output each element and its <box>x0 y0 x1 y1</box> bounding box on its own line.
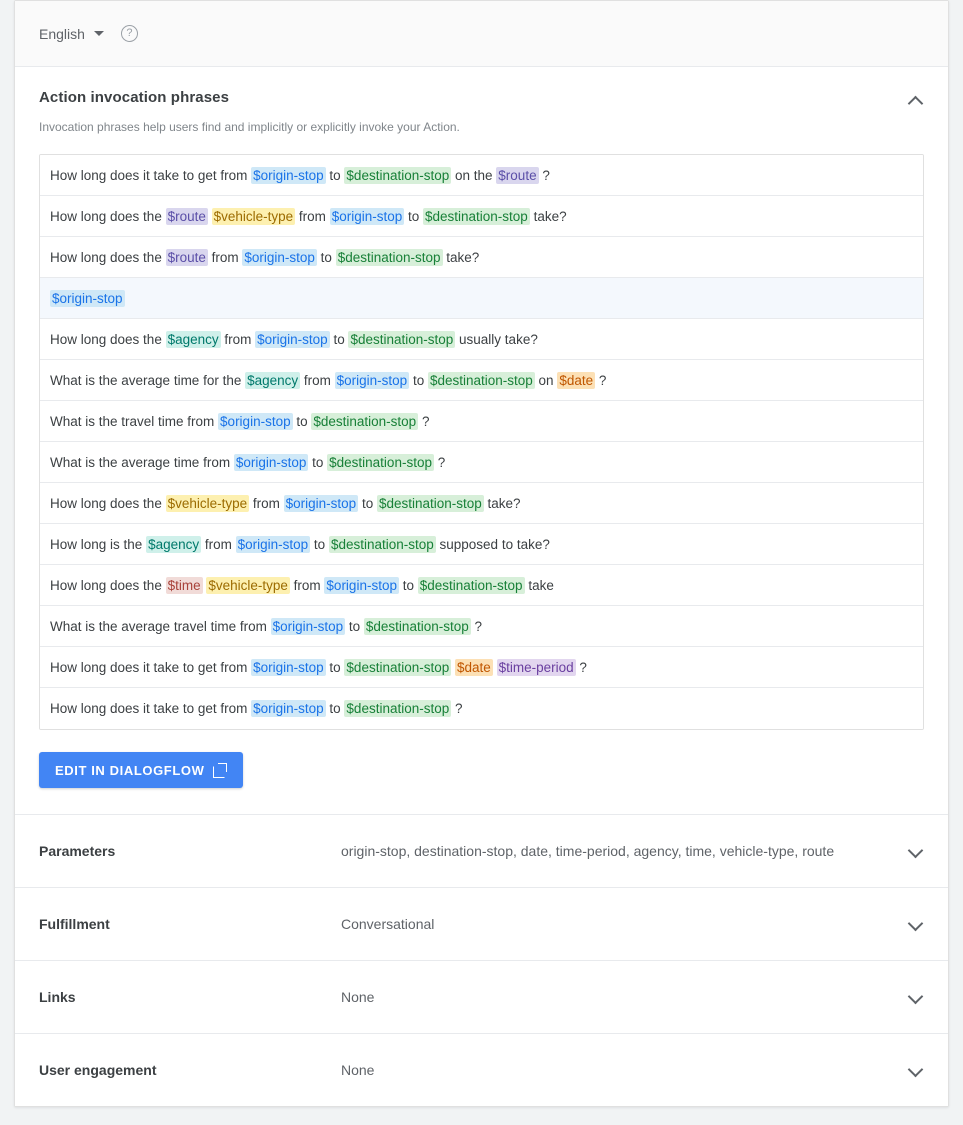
chevron-down-icon[interactable] <box>908 916 924 932</box>
phrase-text: What is the travel time from <box>50 413 219 429</box>
entity-token: $destination-stop <box>346 659 450 675</box>
collapsed-section-row[interactable] <box>15 1033 948 1106</box>
phrase-text: How long does it take to get from <box>50 701 252 716</box>
entity-token: $destination-stop <box>313 413 417 429</box>
phrase-text: from <box>289 577 325 593</box>
invocation-phrase-row[interactable] <box>40 442 923 483</box>
entity-token: $destination-stop <box>429 372 533 388</box>
phrase-text: on <box>534 372 558 388</box>
collapsed-sections <box>15 814 948 1106</box>
phrase-text: ? <box>418 413 430 429</box>
help-circle-icon[interactable]: ? <box>121 25 138 42</box>
entity-token: $route <box>167 249 206 265</box>
collapsed-section-label: Fulfillment <box>39 916 110 932</box>
entity-token: $destination-stop <box>419 577 523 593</box>
entity-token: $origin-stop <box>336 372 408 388</box>
entity-token: $destination-stop <box>425 208 528 224</box>
collapsed-section-label: Links <box>39 989 76 1005</box>
entity-token: $origin-stop <box>253 701 324 716</box>
phrase-text: take? <box>483 495 521 511</box>
collapsed-section-value: None <box>341 1062 375 1078</box>
collapsed-section-value: origin-stop, destination-stop, date, time-period, agency, time, vehicle-type, route <box>341 843 835 859</box>
collapsed-section-row[interactable] <box>15 960 948 1033</box>
phrase-text: from <box>295 208 330 224</box>
collapsed-section-value: Conversational <box>341 916 435 932</box>
phrase-text: take? <box>442 249 480 265</box>
phrase-text: to <box>325 167 345 183</box>
phrase-text: How long does it take to get from <box>50 659 252 675</box>
phrase-text: from <box>207 249 243 265</box>
phrase-text: How long does the <box>50 249 166 265</box>
entity-token: $origin-stop <box>237 536 309 552</box>
entity-token: $origin-stop <box>253 659 324 675</box>
language-bar <box>15 1 948 67</box>
entity-token: $origin-stop <box>326 577 397 593</box>
entity-token: $date <box>559 372 594 388</box>
collapsed-section-label: Parameters <box>39 843 116 859</box>
phrase-text: How long does it take to get from <box>50 167 252 183</box>
phrase-text: to <box>325 659 345 675</box>
phrase-text: on the <box>451 167 497 183</box>
language-label: English <box>39 25 85 42</box>
invocation-phrase-row[interactable] <box>40 278 923 319</box>
phrase-text: What is the average time from <box>50 454 234 470</box>
phrase-text: What is the average time for the <box>50 372 246 388</box>
invocation-phrase-row[interactable] <box>40 319 923 360</box>
entity-token: $destination-stop <box>330 536 434 552</box>
phrase-text: ? <box>451 701 463 716</box>
phrase-text: ? <box>470 618 482 634</box>
invocation-phrase-row[interactable] <box>40 360 923 401</box>
collapsed-section-value: None <box>341 989 375 1005</box>
collapsed-section-row[interactable] <box>15 887 948 960</box>
collapsed-section-label: User engagement <box>39 1062 157 1078</box>
phrase-text: How long does the <box>50 208 166 224</box>
phrase-text: from <box>300 372 335 388</box>
phrase-text: supposed to take? <box>435 536 550 552</box>
entity-token: $destination-stop <box>350 331 454 347</box>
entity-token: $time-period <box>498 659 574 675</box>
entity-token: $destination-stop <box>378 495 482 511</box>
phrase-text: to <box>345 618 364 634</box>
entity-token: $route <box>498 167 537 183</box>
phrase-text: from <box>249 495 284 511</box>
entity-token: $agency <box>148 536 200 552</box>
collapsed-section-row[interactable] <box>15 814 948 887</box>
phrase-text: to <box>398 577 418 593</box>
phrase-text: to <box>325 701 345 716</box>
phrase-text: to <box>404 208 423 224</box>
entity-token: $route <box>167 208 206 224</box>
entity-token: $date <box>457 659 491 675</box>
chevron-down-icon[interactable] <box>908 1062 924 1078</box>
entity-token: $origin-stop <box>285 495 357 511</box>
edit-button-wrap <box>39 730 924 814</box>
action-card <box>14 0 949 1107</box>
language-selector[interactable] <box>39 26 104 42</box>
entity-token: $vehicle-type <box>208 577 288 593</box>
external-link-icon <box>213 763 227 777</box>
phrase-text: usually take? <box>455 331 538 347</box>
phrase-text: What is the average travel time from <box>50 618 271 634</box>
entity-token: $origin-stop <box>235 454 307 470</box>
invocation-phrase-row[interactable] <box>40 524 923 565</box>
invocation-phrase-row[interactable] <box>40 155 923 196</box>
phrase-text: to <box>292 413 312 429</box>
phrase-text: ? <box>595 372 607 388</box>
entity-token: $destination-stop <box>329 454 432 470</box>
entity-token: $time <box>167 577 201 593</box>
phrase-text: How long is the <box>50 536 147 552</box>
entity-token: $vehicle-type <box>213 208 294 224</box>
invocation-phrase-list <box>39 154 924 730</box>
chevron-down-icon[interactable] <box>908 989 924 1005</box>
action-invocation-phrases-section <box>15 67 948 814</box>
phrase-text: ? <box>575 659 587 675</box>
invocation-phrase-row[interactable] <box>40 483 923 524</box>
phrase-text: to <box>329 331 349 347</box>
phrase-text: from <box>201 536 236 552</box>
phrase-text: from <box>220 331 256 347</box>
phrase-text: take? <box>529 208 567 224</box>
chevron-down-icon[interactable] <box>908 843 924 859</box>
phrase-text: How long does the <box>50 331 166 347</box>
entity-token: $agency <box>167 331 219 347</box>
entity-token: $origin-stop <box>331 208 403 224</box>
phrase-text: to <box>308 454 328 470</box>
phrase-text: ? <box>433 454 446 470</box>
entity-token: $destination-stop <box>365 618 469 634</box>
entity-token: $agency <box>247 372 299 388</box>
phrase-text: ? <box>538 167 550 183</box>
phrase-text: take <box>524 577 554 593</box>
entity-token: $origin-stop <box>272 618 344 634</box>
edit-in-dialogflow-label: EDIT IN DIALOGFLOW <box>55 762 205 778</box>
chevron-down-icon <box>94 31 104 36</box>
entity-token: $origin-stop <box>52 290 123 306</box>
entity-token: $destination-stop <box>346 167 450 183</box>
invocation-phrase-row[interactable] <box>40 565 923 606</box>
invocation-phrase-row[interactable] <box>40 237 923 278</box>
phrase-text: to <box>358 495 377 511</box>
invocation-phrase-row[interactable] <box>40 401 923 442</box>
entity-token: $origin-stop <box>244 249 315 265</box>
section-title: Action invocation phrases <box>39 89 230 106</box>
entity-token: $origin-stop <box>253 167 324 183</box>
entity-token: $destination-stop <box>346 701 450 716</box>
entity-token: $destination-stop <box>337 249 441 265</box>
phrase-text: to <box>316 249 336 265</box>
chevron-up-icon[interactable] <box>908 93 924 109</box>
phrase-text: How long does the <box>50 577 166 593</box>
invocation-phrase-row[interactable] <box>40 606 923 647</box>
phrase-text: to <box>409 372 428 388</box>
entity-token: $vehicle-type <box>167 495 248 511</box>
edit-in-dialogflow-button[interactable] <box>39 752 243 788</box>
invocation-phrase-row[interactable] <box>40 688 923 729</box>
entity-token: $origin-stop <box>220 413 291 429</box>
section-subtitle: Invocation phrases help users find and implicitly or explicitly invoke your Action. <box>39 120 460 134</box>
invocation-phrase-row[interactable] <box>40 196 923 237</box>
phrase-text: to <box>310 536 329 552</box>
phrase-text: How long does the <box>50 495 166 511</box>
invocation-phrase-row[interactable] <box>40 647 923 688</box>
entity-token: $origin-stop <box>257 331 328 347</box>
